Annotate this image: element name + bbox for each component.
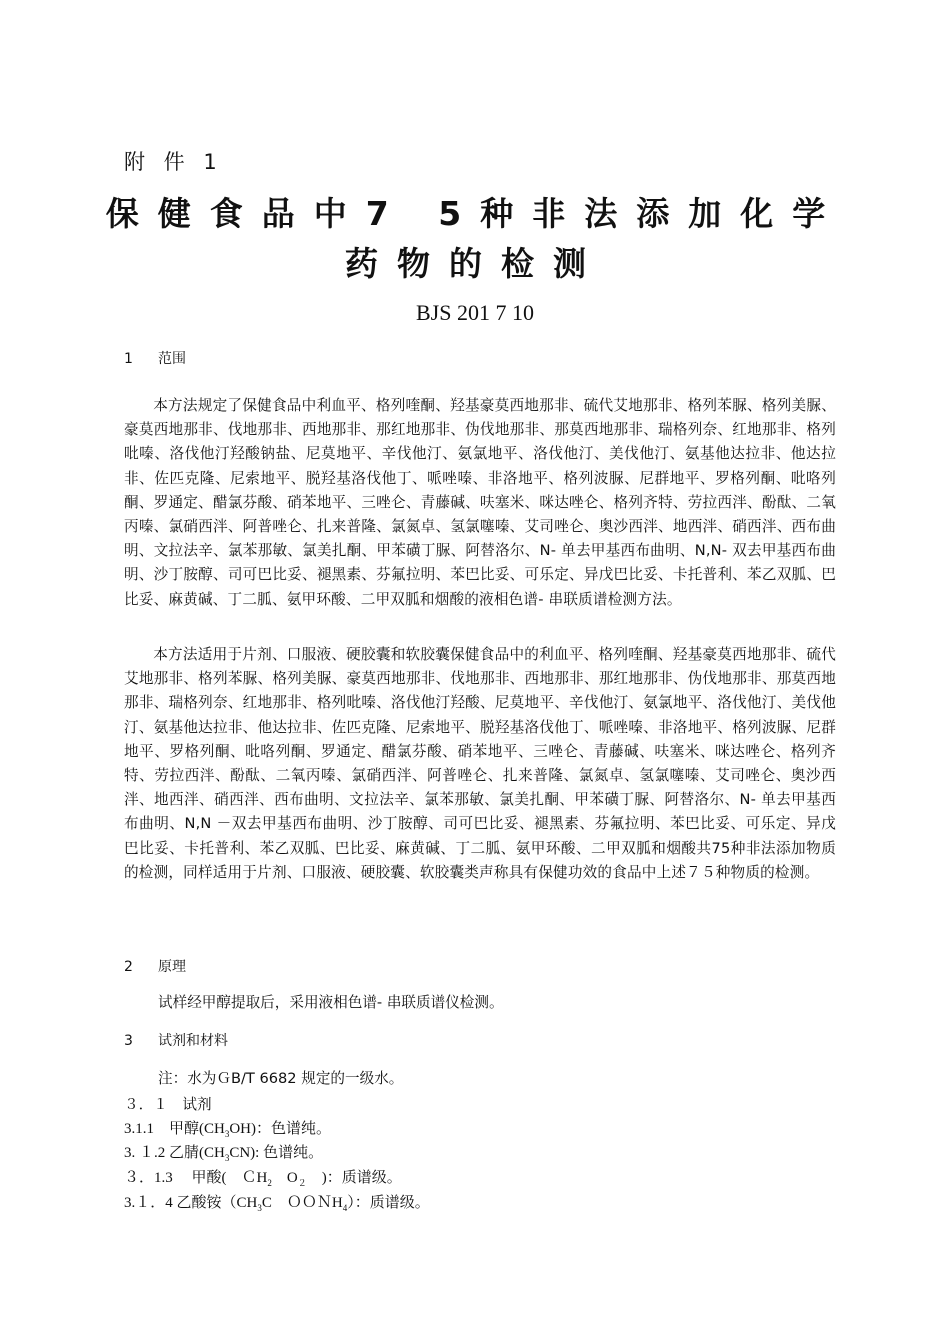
principle-text: 试样经甲醇提取后，采用液相色谱- 串联质谱仪检测。: [158, 994, 504, 1011]
section-title: 范围: [158, 351, 186, 367]
section-heading-principle: [124, 956, 186, 976]
document-title-line2: 药物的检测: [345, 244, 605, 283]
section-heading-reagents: [124, 1030, 228, 1050]
section-number: 1: [124, 351, 133, 367]
scope-paragraph-1: 本方法规定了保健食品中利血平、格列喹酮、羟基豪莫西地那非、硫代艾地那非、格列苯脲、格列美脲、豪莫西地那非、伐地那非、西地那非、那红地那非、伪伐地那非、那莫西地那非、瑞格列奈、红地那非、格列吡嗪、洛伐他汀羟酸钠盐、尼莫地平、辛伐他汀、氨氯地平、洛伐他汀、美伐他汀、氨基他达拉非、他达拉非、佐匹克隆、尼索地平、脱羟基洛伐他丁、哌唑嗪、非洛地平、格列波脲、尼群地平、罗格列酮、吡咯列酮、罗通定、醋氯芬酸、硝苯地平、三唑仑、青藤碱、呋塞米、咪达唑仑、格列齐特、劳拉西泮、酚酞、二氧丙嗪、氯硝西泮、阿普唑仑、扎来普隆、氯氮卓、氢氯噻嗪、艾司唑仑、奥沙西泮、地西泮、硝西泮、西布曲明、文拉法辛、氯苯那敏、氯美扎酮、甲苯磺丁脲、阿替洛尔、N- 单去甲基西布曲明、N,N- 双去甲基西布曲明、沙丁胺醇、司可巴比妥、褪黑素、芬氟拉明、苯巴比妥、可乐定、异戊巴比妥、卡托普利、苯乙双胍、巴比妥、麻黄碱、丁二胍、氨甲环酸、二甲双胍和烟酸的液相色谱- 串联质谱检测方法。: [124, 397, 836, 608]
attachment-label: 附 件 1: [124, 150, 223, 174]
section-title: 原理: [158, 959, 186, 975]
reagent-item-acetonitrile: 3. １.2 乙腈$(CH_3CN)$: 色谱纯。: [124, 1145, 324, 1163]
section-number: 3: [124, 1033, 133, 1049]
reagent-item-methanol: 3.1.1 甲醇$(CH_3OH)$：色谱纯。: [124, 1121, 332, 1139]
reagents-subheading: ３．１ 试剂: [124, 1096, 212, 1113]
section-number: 2: [124, 959, 133, 975]
section-title: 试剂和材料: [158, 1033, 228, 1049]
reagent-item-formic-acid: ３．1.3 甲酸( ＣH$_2$ $O_2$ )：质谱级。: [124, 1170, 402, 1188]
section-heading-scope: [124, 348, 186, 368]
document-title-line1: 保健食品中7 5种非法添加化学: [105, 194, 845, 233]
reagent-item-ammonium-acetate: 3.１．4 乙酸铵（$CH_3C$ ＯＯＮH$_4$）：质谱级。: [124, 1195, 430, 1213]
scope-paragraph-2: 本方法适用于片剂、口服液、硬胶囊和软胶囊保健食品中的利血平、格列喹酮、羟基豪莫西地那非、硫代艾地那非、格列苯脲、格列美脲、豪莫西地那非、伐地那非、西地那非、那红地那非、伪伐地那非、那莫西地那非、瑞格列奈、红地那非、格列吡嗪、洛伐他汀羟酸、尼莫地平、辛伐他汀、氨氯地平、洛伐他汀、美伐他汀、氨基他达拉非、他达拉非、佐匹克隆、尼索地平、脱羟基洛伐他丁、哌唑嗪、非洛地平、格列波脲、尼群地平、罗格列酮、吡咯列酮、罗通定、醋氯芬酸、硝苯地平、三唑仑、青藤碱、呋塞米、咪达唑仑、格列齐特、劳拉西泮、酚酞、二氧丙嗪、氯硝西泮、阿普唑仑、扎来普隆、氯氮卓、氢氯噻嗪、艾司唑仑、奥沙西泮、地西泮、硝西泮、西布曲明、文拉法辛、氯苯那敏、氯美扎酮、甲苯磺丁脲、阿替洛尔、N- 单去甲基西布曲明、N,N －双去甲基西布曲明、沙丁胺醇、司可巴比妥、褪黑素、芬氟拉明、苯巴比妥、可乐定、异戊巴比妥、卡托普利、苯乙双胍、巴比妥、麻黄碱、丁二胍、氨甲环酸、二甲双胍和烟酸共75种非法添加物质的检测，同样适用于片剂、口服液、硬胶囊、软胶囊类声称具有保健功效的食品中上述７５种物质的检测。: [124, 646, 836, 881]
standard-code: BJS 201 7 10: [416, 300, 534, 325]
reagent-note: 注：水为ＧB/T 6682 规定的一级水。: [158, 1070, 404, 1087]
